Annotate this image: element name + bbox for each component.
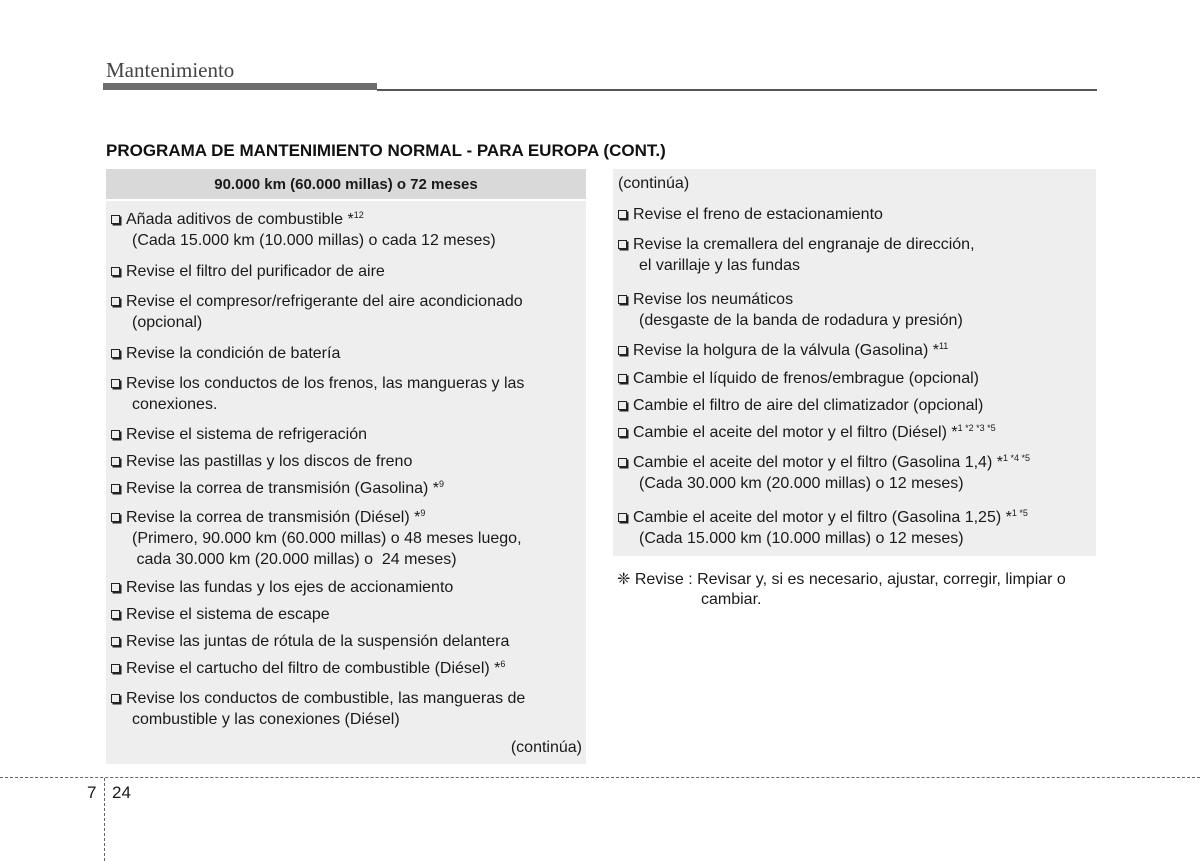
checkbox-icon	[111, 215, 120, 224]
checkbox-icon	[111, 513, 120, 522]
checklist-item: Cambie el aceite del motor y el filtro (Gasolina 1,4) *$^{1 *4 *5}$ (Cada 30.000 km (20.000 millas) o 12 meses)	[618, 452, 1030, 494]
footnote-line-1: ❈ Revise : Revisar y, si es necesario, ajustar, corregir, limpiar o	[617, 571, 1066, 588]
checklist-item: Revise los neumáticos (desgaste de la banda de rodadura y presión)	[618, 289, 963, 331]
checklist-item: Añada aditivos de combustible *$^{12}$ (Cada 15.000 km (10.000 millas) o cada 12 meses)	[111, 209, 496, 251]
checklist-item: Revise el compresor/refrigerante del aire acondicionado (opcional)	[111, 291, 523, 333]
right-panel	[613, 169, 1096, 556]
checkbox-icon	[618, 513, 627, 522]
section-title: Mantenimiento	[106, 58, 235, 82]
checklist-item: Cambie el aceite del motor y el filtro (Gasolina 1,25) *$^{1 *5}$ (Cada 15.000 km (10.000 millas) o 12 meses)	[618, 507, 1028, 549]
footnote-revise	[617, 570, 1066, 610]
continued-label: (continúa)	[618, 175, 690, 192]
checklist-item: Revise el filtro del purificador de aire	[111, 261, 385, 282]
page-heading: PROGRAMA DE MANTENIMIENTO NORMAL - PARA EUROPA (CONT.)	[106, 141, 666, 160]
footnote-line-2: cambiar.	[701, 591, 762, 608]
checklist-item: Revise la correa de transmisión (Diésel) *$^9$ (Primero, 90.000 km (60.000 millas) o 48 meses luego, cada 30.000 km (20.000 millas) o 24 meses)	[111, 507, 522, 570]
checkbox-icon	[111, 379, 120, 388]
left-panel	[106, 169, 586, 764]
checkbox-icon	[111, 610, 120, 619]
header-rule-thick	[103, 83, 377, 90]
checkbox-icon	[618, 458, 627, 467]
footer-dashed-divider	[104, 778, 105, 861]
checkbox-icon	[618, 295, 627, 304]
checklist-item: Revise los conductos de los frenos, las mangueras y las conexiones.	[111, 373, 524, 415]
checkbox-icon	[111, 637, 120, 646]
checkbox-icon	[618, 428, 627, 437]
checkbox-icon	[111, 297, 120, 306]
checkbox-icon	[111, 430, 120, 439]
checklist-item: Revise la condición de batería	[111, 343, 340, 364]
checkbox-icon	[111, 349, 120, 358]
checkbox-icon	[111, 484, 120, 493]
checklist-item: Revise la cremallera del engranaje de dirección, el varillaje y las fundas	[618, 234, 975, 276]
chapter-number: 7	[87, 783, 97, 802]
checklist-item: Cambie el líquido de frenos/embrague (opcional)	[618, 368, 979, 389]
checklist-item: Revise la holgura de la válvula (Gasolina) *$^{11}$	[618, 340, 948, 361]
checklist-item: Revise las fundas y los ejes de accionamiento	[111, 577, 453, 598]
footer-dashed-line	[0, 777, 1200, 778]
checklist-item: Cambie el aceite del motor y el filtro (Diésel) *$^{1 *2 *3 *5}$	[618, 422, 996, 443]
checkbox-icon	[618, 346, 627, 355]
checkbox-icon	[618, 401, 627, 410]
checkbox-icon	[618, 374, 627, 383]
checklist-item: Revise la correa de transmisión (Gasolina) *$^9$	[111, 478, 444, 499]
checkbox-icon	[111, 664, 120, 673]
checklist-item: Revise el freno de estacionamiento	[618, 204, 883, 225]
checklist-item: Revise las pastillas y los discos de freno	[111, 451, 412, 472]
checkbox-icon	[618, 210, 627, 219]
checklist-item: Cambie el filtro de aire del climatizador (opcional)	[618, 395, 983, 416]
continues-label: (continúa)	[510, 739, 582, 756]
checklist-item: Revise las juntas de rótula de la suspensión delantera	[111, 631, 509, 652]
page-number: 24	[112, 783, 131, 802]
checklist-item: Revise los conductos de combustible, las mangueras de combustible y las conexiones (Diésel)	[111, 688, 525, 730]
checkbox-icon	[111, 694, 120, 703]
checklist-item: Revise el sistema de escape	[111, 604, 330, 625]
checklist-item: Revise el sistema de refrigeración	[111, 424, 367, 445]
checkbox-icon	[111, 457, 120, 466]
header-rule-thin	[377, 89, 1097, 91]
checklist-item: Revise el cartucho del filtro de combustible (Diésel) *$^6$	[111, 658, 505, 679]
checkbox-icon	[111, 583, 120, 592]
checkbox-icon	[111, 267, 120, 276]
checkbox-icon	[618, 240, 627, 249]
left-panel-header: 90.000 km (60.000 millas) o 72 meses	[106, 169, 586, 201]
